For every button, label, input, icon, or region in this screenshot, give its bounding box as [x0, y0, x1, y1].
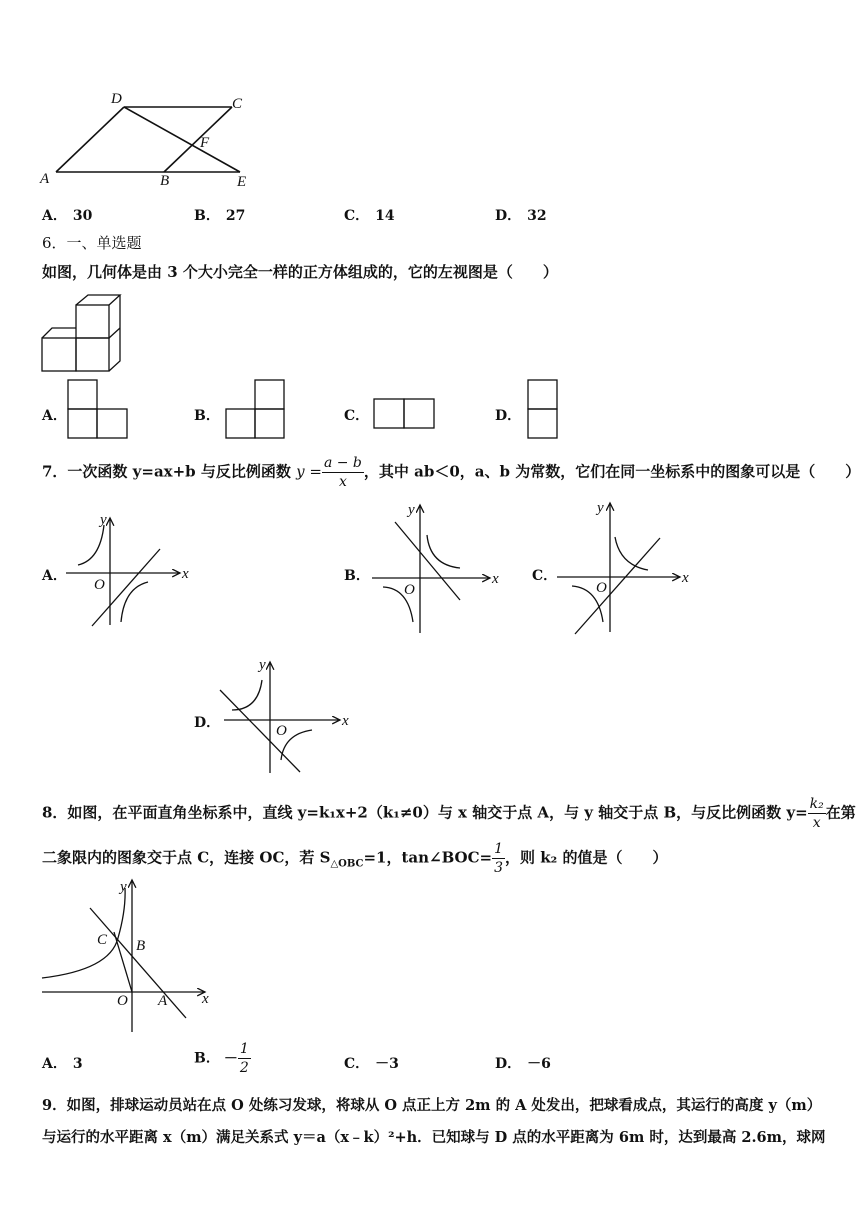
q7-option-d[interactable]: D． [194, 715, 221, 731]
q6-option-d[interactable]: D． [495, 408, 522, 424]
q7-fraction: $\frac{a - b}{x}$ [323, 455, 362, 490]
q7-option-b[interactable]: B． [344, 568, 370, 584]
q5-option-d[interactable]: D． 32 [495, 208, 547, 224]
q5-label-f: F [200, 135, 210, 151]
q7-b-y: y [408, 502, 415, 518]
q6-section-header: 6．一、单选题 [42, 234, 142, 252]
q7-c-o: O [596, 580, 607, 596]
q8-option-b[interactable]: B． － $\frac{1}{2}$ [194, 1041, 249, 1076]
q7-d-y: y [259, 657, 266, 673]
q7-d-x: x [342, 713, 349, 729]
q8-stem-line2: 二象限内的图象交于点 C，连接 OC，若 $S_{\triangle OBC}=1$，tan∠BOC= $\frac{1}{3}$ ，则 k₂ 的值是（ ） [42, 841, 668, 876]
q5-option-a[interactable]: A． 30 [42, 208, 93, 224]
q8-stem-line1: 8．如图，在平面直角坐标系中，直线 y=k₁x+2（k₁≠0）与 x 轴交于点 A，与 y 轴交于点 B，与反比例函数 y= $\frac{\text{k₂}}{x}$ 在第 [42, 796, 856, 831]
q8-fraction-tan: $\frac{1}{3}$ [494, 841, 504, 876]
q5-label-d: D [111, 91, 122, 107]
q8-option-a[interactable]: A． 3 [42, 1056, 83, 1072]
q7-option-c[interactable]: C． [532, 568, 558, 584]
q6-option-b[interactable]: B． [194, 408, 220, 424]
q7-b-o: O [404, 582, 415, 598]
q7-a-o: O [94, 577, 105, 593]
q8-label-b: B [136, 938, 146, 954]
q8-label-c: C [97, 932, 108, 948]
q6-option-a[interactable]: A． [42, 408, 67, 424]
q7-stem: 7．一次函数 y=ax+b 与反比例函数 y = $\frac{a - b}{x}$ ，其中 ab＜0，a、b 为常数，它们在同一坐标系中的图象可以是（ ） [42, 455, 861, 490]
q5-label-a: A [40, 171, 50, 187]
q7-a-x: x [182, 566, 189, 582]
q5-label-e: E [237, 174, 247, 190]
q7-option-a[interactable]: A． [42, 568, 67, 584]
q8-fraction-k2: $\frac{\text{k₂}}{x}$ [809, 796, 824, 831]
q6-stem: 如图，几何体是由 3 个大小完全一样的正方体组成的，它的左视图是（ ） [42, 263, 558, 281]
q8-option-c[interactable]: C． －3 [344, 1056, 399, 1072]
q7-d-o: O [276, 723, 287, 739]
q8-option-d[interactable]: D． －6 [495, 1056, 551, 1072]
q9-stem-line1: 9．如图，排球运动员站在点 O 处练习发球，将球从 O 点正上方 2m 的 A 处发出，把球看成点，其运行的高度 y（m） [42, 1097, 822, 1114]
q5-option-b[interactable]: B． 27 [194, 208, 246, 224]
q6-option-c[interactable]: C． [344, 408, 370, 424]
q7-b-x: x [492, 571, 499, 587]
q7-c-y: y [597, 500, 604, 516]
q5-label-b: B [160, 173, 170, 189]
q8-label-a: A [158, 993, 168, 1009]
q8-label-o: O [117, 993, 128, 1009]
q9-stem-line2: 与运行的水平距离 x（m）满足关系式 y＝a（x﹣k）²+h．已知球与 D 点的水平距离为 6m 时，达到最高 2.6m，球网 [42, 1129, 826, 1146]
q5-label-c: C [232, 96, 243, 112]
q7-a-y: y [100, 512, 107, 528]
q7-c-x: x [682, 570, 689, 586]
q5-option-c[interactable]: C． 14 [344, 208, 395, 224]
q8-label-x: x [202, 991, 209, 1007]
q8-label-y: y [120, 879, 127, 895]
